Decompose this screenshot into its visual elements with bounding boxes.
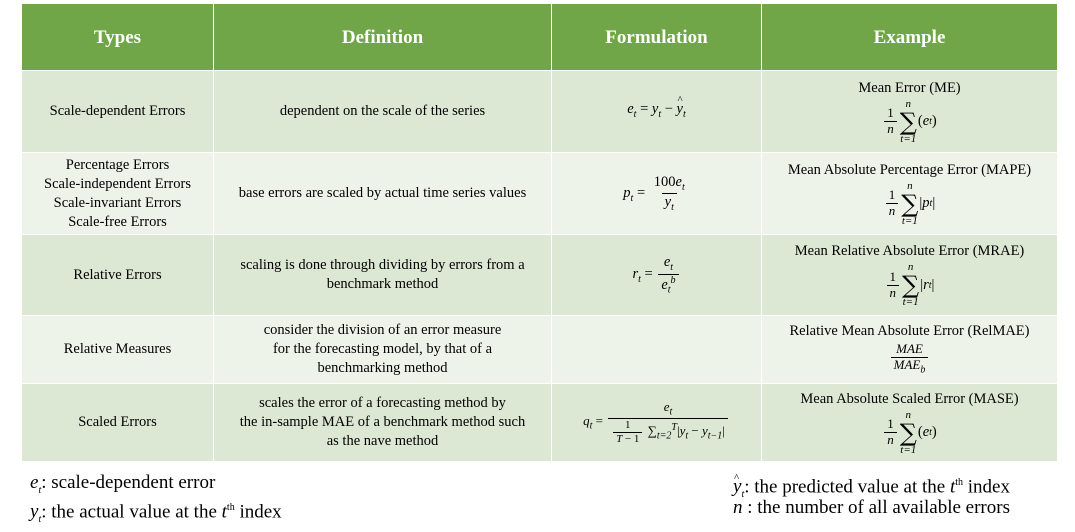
formulation-cell	[552, 316, 762, 384]
error-formula: $e_t = y_t$ − ^ $y_t$	[627, 101, 686, 117]
type-cell	[22, 153, 214, 235]
type-cell: Relative Measures	[22, 316, 214, 384]
formulation-cell	[552, 153, 762, 235]
definition-line: as the nave method	[326, 433, 439, 449]
table-row	[22, 384, 1058, 462]
definition-line: benchmark method	[326, 276, 439, 292]
type-cell: Scale-dependent Errors	[22, 71, 214, 153]
definition-line: benchmarking method	[317, 360, 448, 376]
definition-line: for the forecasting model, by that of a	[272, 341, 493, 357]
definition-cell	[214, 384, 552, 462]
definition-line: scaling is done through dividing by errors from a	[240, 257, 525, 273]
example-cell	[762, 384, 1058, 462]
header-formulation: Formulation	[552, 4, 762, 71]
table-row	[22, 316, 1058, 384]
header-example: Example	[762, 4, 1058, 71]
legend-yhat-suffix: index	[967, 476, 1010, 498]
table-row	[22, 153, 1058, 235]
definition-line: scales the error of a forecasting method by	[259, 395, 506, 411]
mase-formula: $\frac{1}{n}$ n ∑ t=1 ( e t )	[766, 410, 1053, 456]
legend-e: $e_t$: scale-dependent error	[30, 472, 216, 496]
type-line: Scale-independent Errors	[44, 175, 191, 192]
mean-error-formula: $\frac{1}{n}$ n ∑ t=1 ( e t )	[766, 99, 1053, 145]
formulation-cell	[552, 384, 762, 462]
type-line: Percentage Errors	[65, 156, 170, 173]
legend-yhat-text: : the predicted value at the	[744, 476, 946, 498]
header-definition: Definition	[214, 4, 552, 71]
example-cell	[762, 316, 1058, 384]
example-cell	[762, 153, 1058, 235]
formulation-cell	[552, 235, 762, 316]
example-name: Mean Absolute Percentage Error (MAPE)	[787, 161, 1032, 178]
legend-y-text: : the actual value at the	[41, 501, 217, 523]
legend-y: $y_t$: the actual value at the $t^{th}$ index	[30, 501, 282, 526]
legend-e-text: : scale-dependent error	[41, 472, 216, 493]
example-cell	[762, 71, 1058, 153]
legend-n-text: : the number of all available errors	[742, 497, 1010, 518]
legend-n: n : the number of all available errors	[733, 497, 1010, 518]
type-line: Scale-invariant Errors	[53, 194, 182, 211]
type-line: Scale-free Errors	[68, 213, 167, 230]
type-cell: Relative Errors	[22, 235, 214, 316]
example-cell	[762, 235, 1058, 316]
example-name: Relative Mean Absolute Error (RelMAE)	[789, 323, 1030, 340]
legend-yhat: ^ $y_t$: the predicted value at the $t^{th}$ index	[733, 471, 1010, 507]
error-measures-table	[21, 3, 1058, 462]
relative-error-formula: $r_t$ = $\frac{e_t}{e_t^b}$	[632, 266, 680, 282]
percentage-error-formula: $p_t$ = $\frac{100e_t}{y_t}$	[623, 173, 685, 213]
type-cell: Scaled Errors	[22, 384, 214, 462]
scaled-error-formula: $q_t$ = $e_t$ $\frac{1}{T - 1}$ $\sum_{t=2}^T|y_t - y_{t-1}|$	[583, 413, 730, 428]
legend-y-suffix: index	[239, 501, 282, 523]
example-name: Mean Absolute Scaled Error (MASE)	[800, 390, 1019, 407]
definition-line: consider the division of an error measure	[263, 322, 502, 338]
mrae-formula: $\frac{1}{n}$ n ∑ t=1 | r t |	[766, 262, 1053, 308]
definition-line: the in-sample MAE of a benchmark method such	[239, 414, 526, 430]
header-row	[22, 4, 1058, 71]
definition-cell	[214, 316, 552, 384]
definition-cell	[214, 235, 552, 316]
relmae-formula: $\frac{\text{MAE}}{MAE_b}$	[766, 342, 1053, 376]
example-name: Mean Error (ME)	[858, 79, 961, 96]
mape-formula: $\frac{1}{n}$ n ∑ t=1 | p t |	[766, 181, 1053, 227]
definition-cell: dependent on the scale of the series	[214, 71, 552, 153]
formulation-cell	[552, 71, 762, 153]
table-row	[22, 71, 1058, 153]
definition-cell: base errors are scaled by actual time series values	[214, 153, 552, 235]
table-row	[22, 235, 1058, 316]
example-name: Mean Relative Absolute Error (MRAE)	[794, 243, 1025, 259]
header-types: Types	[22, 4, 214, 71]
